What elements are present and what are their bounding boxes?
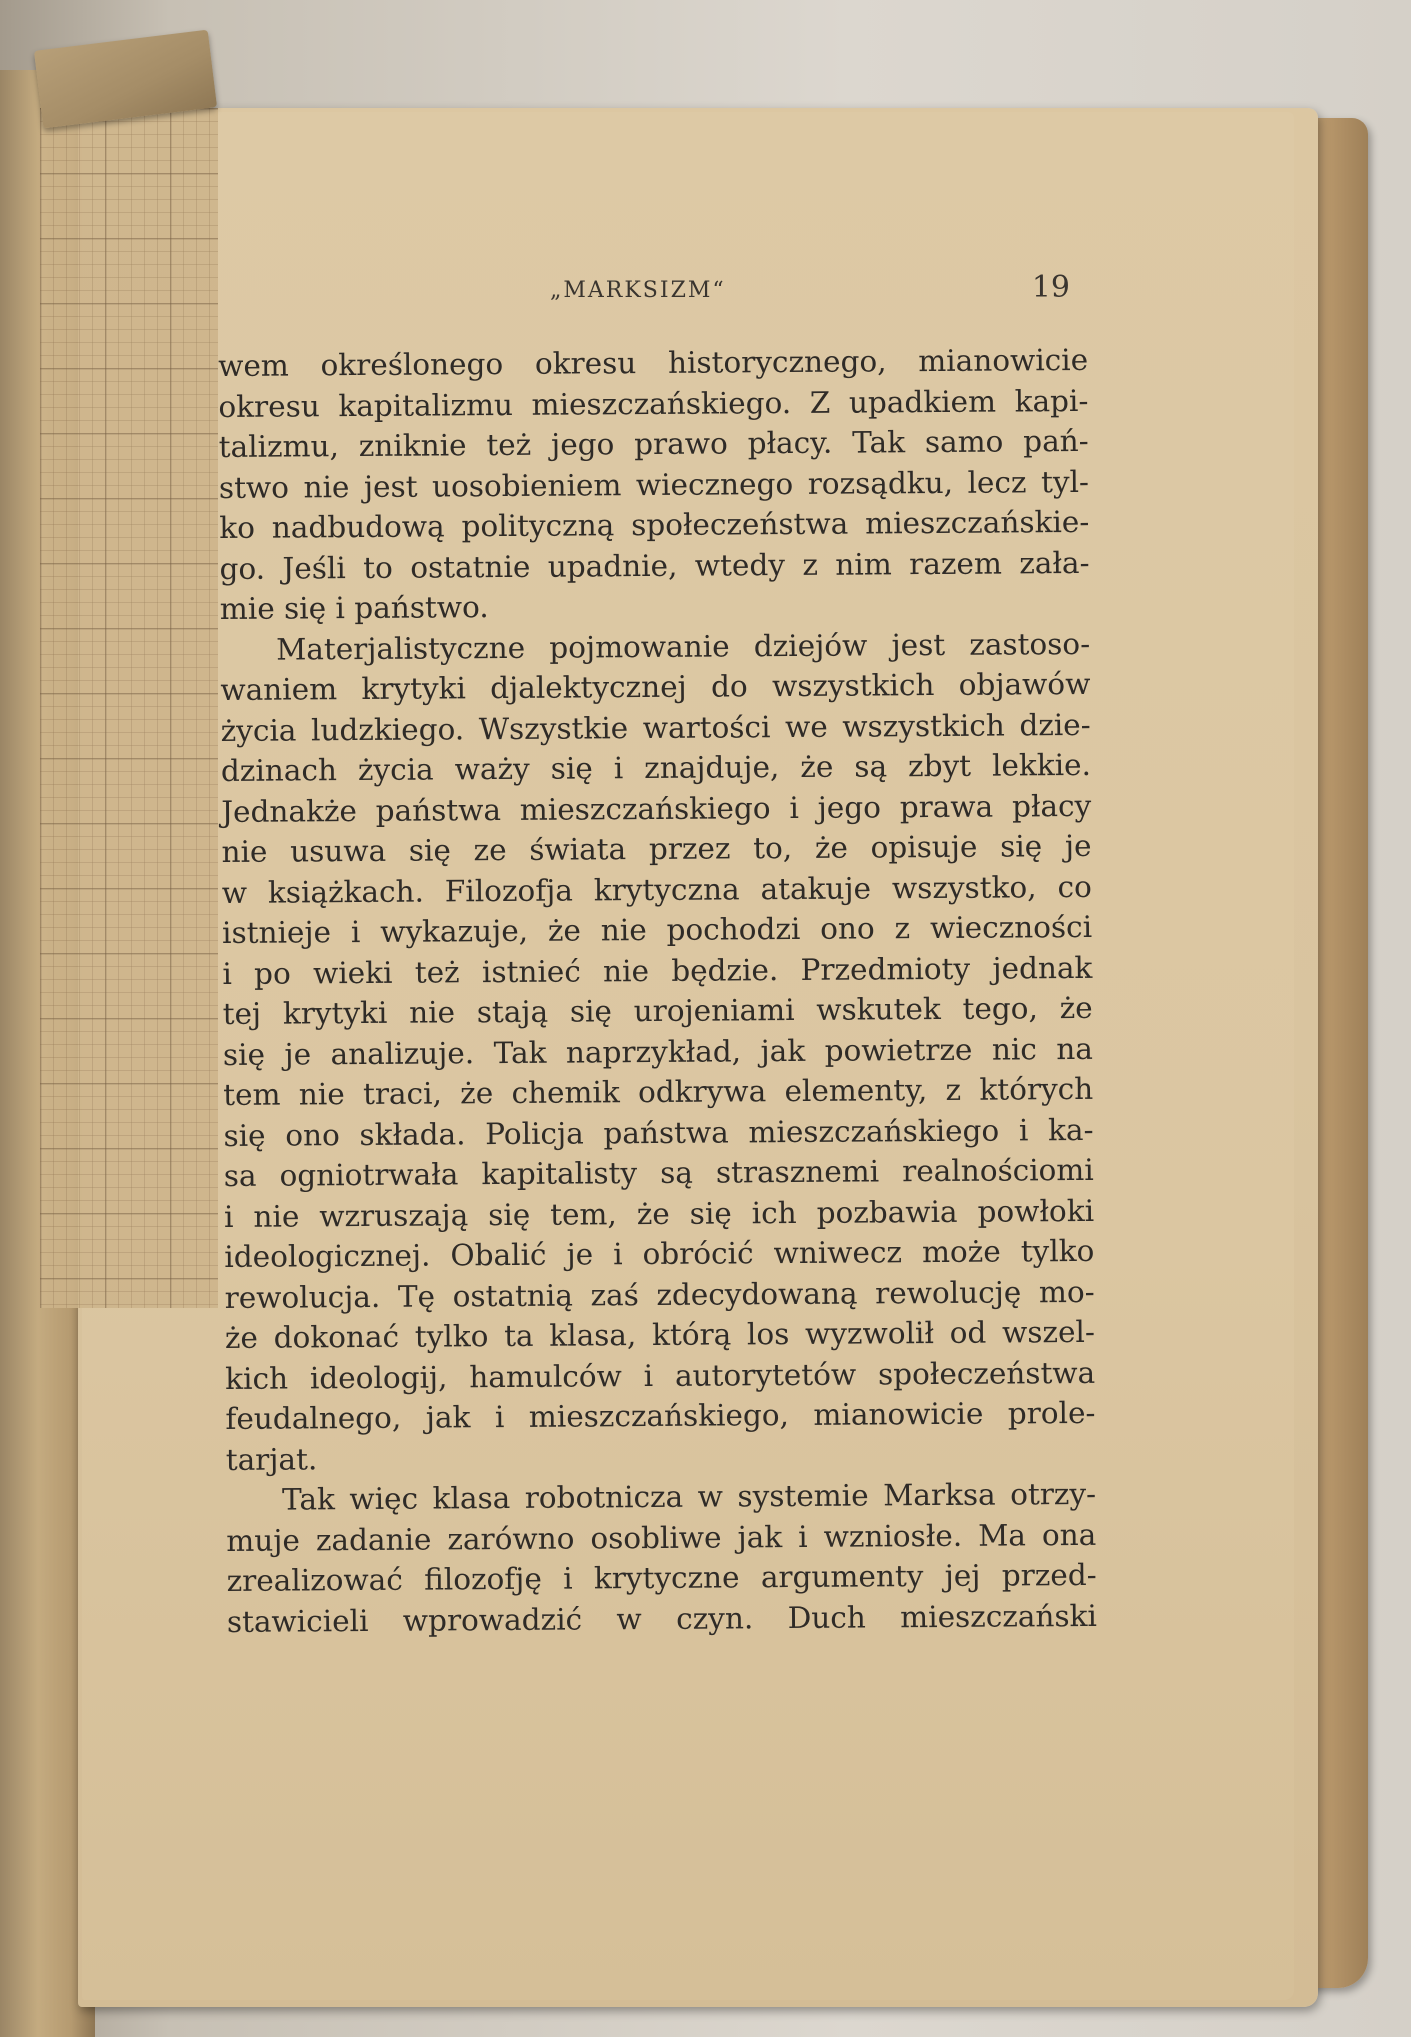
text-line: kich ideologij, hamulców i autorytetów społeczeństwa [225,1355,1096,1396]
text-line: się ono składa. Policja państwa mieszczańskiego i ka- [223,1112,1094,1153]
text-line: ideologicznej. Obalić je i obrócić wniwecz może tylko [224,1233,1095,1274]
text-line: i nie wzruszają się tem, że się ich pozbawia powłoki [223,1193,1095,1234]
graph-paper-grid [40,108,218,1308]
text-line: zrealizować filozofję i krytyczne argumenty jej przed- [226,1557,1097,1598]
text-line: wem określonego okresu historycznego, mianowicie [218,342,1089,383]
text-line: i po wieki też istnieć nie będzie. Przedmioty jednak [222,950,1093,991]
text-line: stawicieli wprowadzić w czyn. Duch mieszczański [226,1598,1098,1639]
text-line: tarjat. [225,1441,318,1477]
text-line: istnieje i wykazuje, że nie pochodzi ono z wieczności [221,909,1093,950]
text-line: waniem krytyki djalektycznej do wszystkich objawów [220,666,1091,707]
text-line: sa ogniotrwała kapitalisty są strasznemi realnościomi [223,1152,1094,1193]
text-line: go. Jeśli to ostatnie upadnie, wtedy z nim razem zała- [219,545,1090,586]
text-line: tej krytyki nie stają się urojeniami wskutek tego, że [222,990,1093,1031]
text-line: talizmu, zniknie też jego prawo płacy. Tak samo pań- [218,423,1089,464]
text-line: okresu kapitalizmu mieszczańskiego. Z upadkiem kapi- [218,383,1089,424]
text-line: Materjalistyczne pojmowanie dziejów jest zastoso- [275,626,1091,667]
text-line: w książkach. Filozofja krytyczna atakuje wszystko, co [221,869,1092,910]
text-line: stwo nie jest uosobieniem wiecznego rozsądku, lecz tyl- [218,464,1090,505]
text-line: dzinach życia waży się i znajduje, że są zbyt lekkie. [220,747,1092,788]
text-line: życia ludzkiego. Wszystkie wartości we wszystkich dzie- [220,707,1091,748]
text-line: że dokonać tylko ta klasa, którą los wyzwolił od wszel- [224,1314,1096,1355]
body-text [218,340,1097,1642]
text-line: ko nadbudową polityczną społeczeństwa mieszczańskie- [219,504,1090,545]
text-line: feudalnego, jak i mieszczańskiego, mianowicie prole- [225,1395,1096,1436]
text-line: tem nie traci, że chemik odkrywa elementy, z których [223,1071,1094,1112]
page-number: 19 [1031,270,1070,305]
running-title: „MARKSIZM“ [550,278,726,303]
text-line: nie usuwa się ze świata przez to, że opisuje się je [221,828,1092,869]
text-line: rewolucja. Tę ostatnią zaś zdecydowaną rewolucję mo- [224,1274,1095,1315]
text-line: Jednakże państwa mieszczańskiego i jego prawa płacy [221,788,1092,829]
running-head [220,270,1070,310]
text-line: muje zadanie zarówno osobliwe jak i wzniosłe. Ma ona [226,1517,1097,1558]
text-line: się je analizuje. Tak naprzykład, jak powietrze nic na [222,1031,1094,1072]
text-line: Tak więc klasa robotnicza w systemie Marksa otrzy- [281,1476,1097,1517]
text-line: mie się i państwo. [219,590,489,626]
